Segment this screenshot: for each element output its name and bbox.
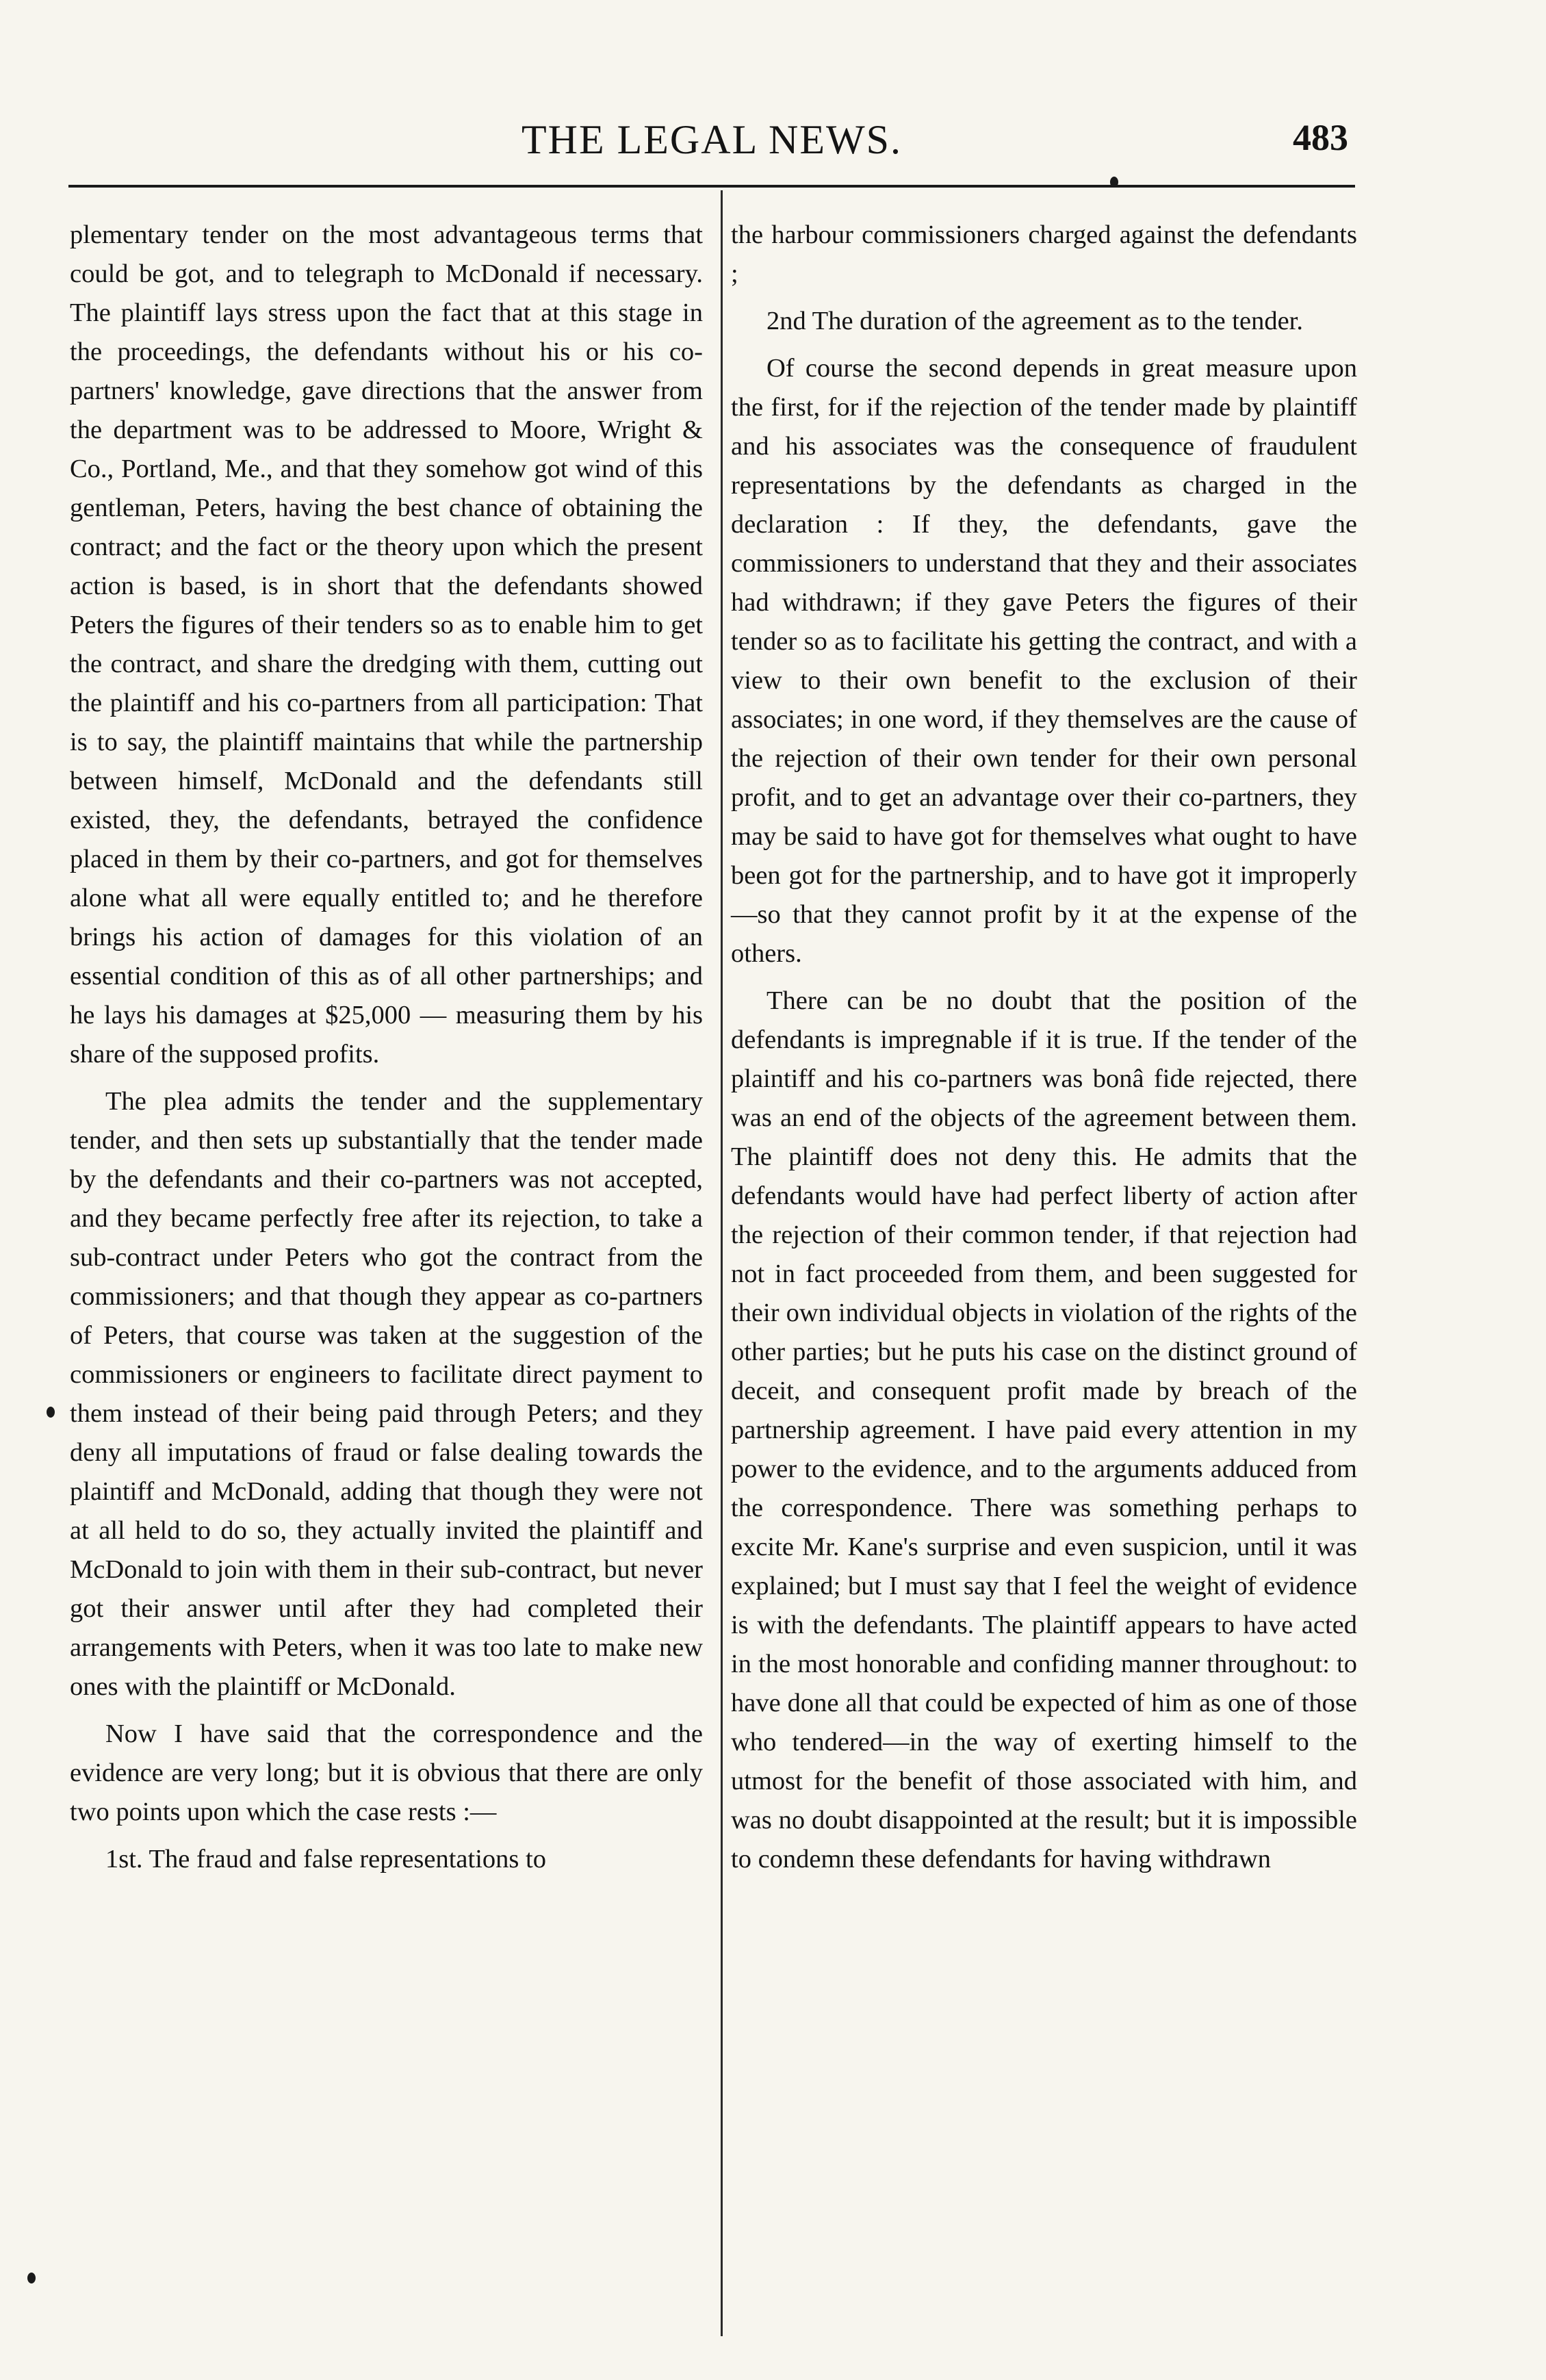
paragraph: 1st. The fraud and false representations to: [105, 1845, 546, 1873]
paragraph: Of course the second depends in great measure upon the first, for if the rejection of the tender made by plaintiff and his associates was the consequence of fraudulent representations by the defendants as charged in the declaration : If they, the defendants, gave the commissioners to understand that they and their associates had withdrawn; if they gave Peters the figures of their tender so as to facilitate his getting the contract, and with a view to their own benefit to the exclusion of their associates; in one word, if they themselves are the cause of the rejection of their own tender for their own personal profit, and to get an advantage over their co-partners, they may be said to have got for themselves what ought to have been got for the partnership, and to have got it improperly—so that they cannot profit by it at the expense of the others.: [731, 354, 1357, 968]
page-number: 483: [1293, 117, 1348, 158]
paragraph: 2nd The duration of the agreement as to the tender.: [766, 307, 1304, 335]
margin-dot-mark: [27, 2273, 36, 2283]
paragraph: There can be no doubt that the position of the defendants is impregnable if it is true. If the tender of the plaintiff and his co-partners was bonâ fide rejected, there was an end of the objects of the agreement between them. The plaintiff does not deny this. He admits that the defendants would have had perfect liberty of action after the rejection of their common tender, if that rejection had not in fact proceeded from them, and been suggested for their own individual objects in violation of the rights of the other parties; but he puts his case on the distinct ground of deceit, and consequent profit made by breach of the partnership agreement. I have paid every attention in my power to the evidence, and to the arguments adduced from the correspondence. There was something perhaps to excite Mr. Kane's surprise and even suspicion, until it was explained; but I must say that I feel the weight of evidence is with the defendants. The plaintiff appears to have acted in the most honorable and confiding manner throughout: to have done all that could be expected of him as one of those who tendered—in the way of exerting himself to the utmost for the benefit of those associated with him, and was no doubt disappointed at the result; but it is impossible to condemn these defendants for having withdrawn: [731, 986, 1357, 1873]
column-divider: [721, 190, 723, 2336]
paragraph: the harbour commissioners charged against the defendants ;: [731, 220, 1357, 288]
paragraph: The plea admits the tender and the supplementary tender, and then sets up substantially that the tender made by the defendants and their co-partners was not accepted, and they became perfectly free after its rejection, to take a sub-contract under Peters who got the contract from the commissioners; and that though they appear as co-partners of Peters, that course was taken at the suggestion of the commissioners or engineers to facilitate direct payment to them instead of their being paid through Peters; and they deny all imputations of fraud or false dealing towards the plaintiff and McDonald, adding that though they were not at all held to do so, they actually invited the plaintiff and McDonald to join with them in their sub-contract, but never got their answer until after they had completed their arrangements with Peters, when it was too late to make new ones with the plaintiff or McDonald.: [70, 1087, 703, 1701]
margin-dot-mark: [47, 1407, 55, 1418]
rule-dot-mark: [1110, 177, 1118, 188]
left-column: [70, 216, 703, 1887]
right-column: [731, 216, 1357, 1887]
page-header: [68, 116, 1355, 164]
paragraph: plementary tender on the most advantageous terms that could be got, and to telegraph to McDonald if necessary. The plaintiff lays stress upon the fact that at this stage in the proceedings, the defendants without his or his co-partners' knowledge, gave directions that the answer from the department was to be addressed to Moore, Wright & Co., Portland, Me., and that they somehow got wind of this gentleman, Peters, having the best chance of obtaining the contract; and the fact or the theory upon which the present action is based, is in short that the defendants showed Peters the figures of their tenders so as to enable him to get the contract, and share the dredging with them, cutting out the plaintiff and his co-partners from all participation: That is to say, the plaintiff maintains that while the partnership between himself, McDonald and the defendants still existed, they, the defendants, betrayed the confidence placed in them by their co-partners, and got for themselves alone what all were equally entitled to; and he therefore brings his action of damages for this violation of an essential condition of this as of all other partnerships; and he lays his damages at $25,000 — measuring them by his share of the supposed profits.: [70, 220, 703, 1069]
header-rule: [68, 185, 1355, 188]
paragraph: Now I have said that the correspondence and the evidence are very long; but it is obvious that there are only two points upon which the case rests :—: [70, 1719, 703, 1826]
page-title: THE LEGAL NEWS.: [521, 117, 902, 162]
